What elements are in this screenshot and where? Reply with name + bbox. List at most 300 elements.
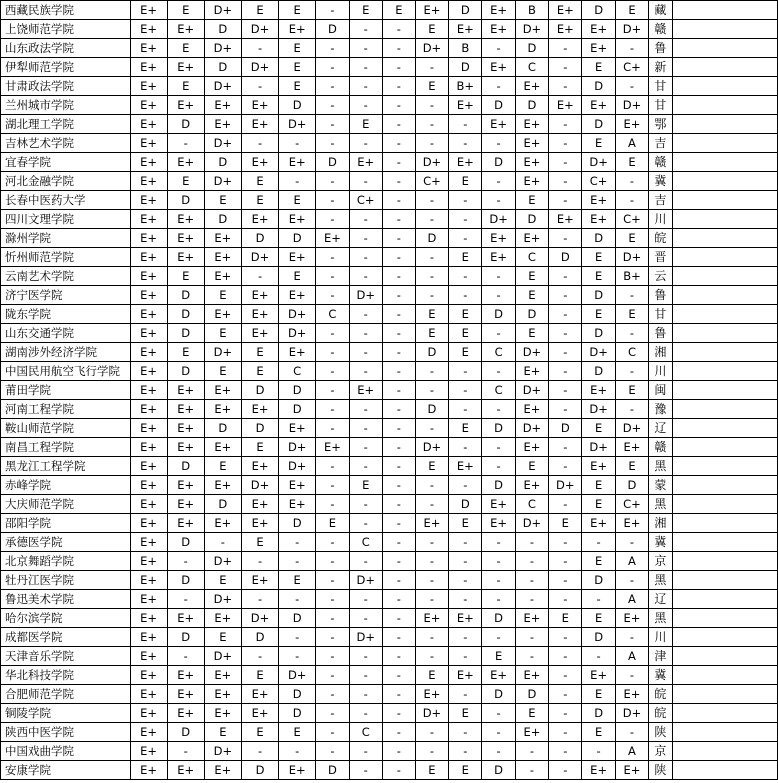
school-name-cell[interactable]: 甘肃政法学院	[1, 77, 131, 96]
grade-cell[interactable]: E+	[130, 552, 167, 571]
grade-cell[interactable]: D	[415, 229, 448, 248]
grade-cell[interactable]: -	[449, 362, 482, 381]
grade-cell[interactable]: E	[549, 514, 582, 533]
grade-cell[interactable]: E+	[582, 457, 615, 476]
grade-cell[interactable]: E+	[279, 343, 316, 362]
grade-cell[interactable]: E+	[204, 381, 241, 400]
grade-cell[interactable]: E	[349, 1, 382, 20]
grade-cell[interactable]: D	[167, 191, 204, 210]
grade-cell[interactable]: -	[382, 381, 415, 400]
grade-cell[interactable]: E	[167, 39, 204, 58]
grade-cell[interactable]: E+	[482, 20, 515, 39]
grade-cell[interactable]: C	[482, 381, 515, 400]
grade-cell[interactable]: E+	[582, 666, 615, 685]
empty-cell[interactable]	[672, 343, 777, 362]
empty-cell[interactable]	[672, 552, 777, 571]
grade-cell[interactable]: C	[615, 343, 648, 362]
grade-cell[interactable]: -	[349, 552, 382, 571]
grade-cell[interactable]: -	[349, 647, 382, 666]
empty-cell[interactable]	[672, 191, 777, 210]
grade-cell[interactable]: E	[415, 761, 448, 780]
grade-cell[interactable]: E	[241, 438, 278, 457]
grade-cell[interactable]: D+	[279, 666, 316, 685]
grade-cell[interactable]: -	[415, 571, 448, 590]
grade-cell[interactable]: D	[167, 457, 204, 476]
grade-cell[interactable]: -	[349, 704, 382, 723]
grade-cell[interactable]: -	[316, 400, 349, 419]
grade-cell[interactable]: E+	[279, 153, 316, 172]
grade-cell[interactable]: -	[316, 533, 349, 552]
grade-cell[interactable]: -	[482, 742, 515, 761]
grade-cell[interactable]: E	[582, 267, 615, 286]
grade-cell[interactable]: E	[167, 267, 204, 286]
grade-cell[interactable]: -	[582, 590, 615, 609]
empty-cell[interactable]	[672, 628, 777, 647]
grade-cell[interactable]: -	[415, 419, 448, 438]
grade-cell[interactable]: -	[349, 438, 382, 457]
empty-cell[interactable]	[672, 609, 777, 628]
grade-cell[interactable]: E+	[582, 514, 615, 533]
grade-cell[interactable]: E	[349, 115, 382, 134]
grade-cell[interactable]: D	[582, 229, 615, 248]
grade-cell[interactable]: E+	[130, 609, 167, 628]
grade-cell[interactable]: E+	[167, 210, 204, 229]
grade-cell[interactable]: E+	[241, 305, 278, 324]
grade-cell[interactable]: -	[415, 210, 448, 229]
grade-cell[interactable]: E+	[204, 115, 241, 134]
grade-cell[interactable]: C+	[349, 191, 382, 210]
grade-cell[interactable]: -	[382, 286, 415, 305]
grade-cell[interactable]: E+	[167, 685, 204, 704]
province-cell[interactable]: 黑	[649, 495, 673, 514]
grade-cell[interactable]: E	[449, 248, 482, 267]
grade-cell[interactable]: D	[167, 723, 204, 742]
grade-cell[interactable]: E+	[316, 229, 349, 248]
grade-cell[interactable]: E	[449, 324, 482, 343]
grade-cell[interactable]: D+	[615, 248, 648, 267]
school-name-cell[interactable]: 北京舞蹈学院	[1, 552, 131, 571]
grade-cell[interactable]: E+	[241, 495, 278, 514]
grade-cell[interactable]: E+	[130, 419, 167, 438]
grade-cell[interactable]: E+	[482, 1, 515, 20]
grade-cell[interactable]: B	[515, 1, 548, 20]
grade-cell[interactable]: E	[582, 723, 615, 742]
school-name-cell[interactable]: 陇东学院	[1, 305, 131, 324]
grade-cell[interactable]: -	[482, 457, 515, 476]
grade-cell[interactable]: D	[316, 20, 349, 39]
grade-cell[interactable]: E	[449, 305, 482, 324]
grade-cell[interactable]: E	[515, 286, 548, 305]
grade-cell[interactable]: E	[279, 58, 316, 77]
grade-cell[interactable]: E	[582, 552, 615, 571]
grade-cell[interactable]: D+	[582, 400, 615, 419]
grade-cell[interactable]: -	[449, 191, 482, 210]
grade-cell[interactable]: -	[415, 590, 448, 609]
grade-cell[interactable]: -	[615, 191, 648, 210]
grade-cell[interactable]: E+	[130, 305, 167, 324]
grade-cell[interactable]: E+	[204, 514, 241, 533]
grade-cell[interactable]: E	[582, 58, 615, 77]
grade-cell[interactable]: E+	[449, 609, 482, 628]
empty-cell[interactable]	[672, 457, 777, 476]
grade-cell[interactable]: E+	[241, 571, 278, 590]
grade-cell[interactable]: E+	[279, 495, 316, 514]
grade-cell[interactable]: -	[241, 590, 278, 609]
grade-cell[interactable]: -	[482, 571, 515, 590]
grade-cell[interactable]: E	[549, 609, 582, 628]
school-name-cell[interactable]: 安康学院	[1, 761, 131, 780]
grade-cell[interactable]: -	[415, 267, 448, 286]
grade-cell[interactable]: D	[549, 419, 582, 438]
grade-cell[interactable]: -	[382, 134, 415, 153]
province-cell[interactable]: 皖	[649, 685, 673, 704]
grade-cell[interactable]: D	[167, 533, 204, 552]
grade-cell[interactable]: E+	[167, 476, 204, 495]
school-name-cell[interactable]: 上饶师范学院	[1, 20, 131, 39]
empty-cell[interactable]	[672, 647, 777, 666]
grade-cell[interactable]: E+	[204, 438, 241, 457]
grade-cell[interactable]: E+	[204, 248, 241, 267]
grade-cell[interactable]: E+	[582, 20, 615, 39]
grade-cell[interactable]: -	[382, 172, 415, 191]
grade-cell[interactable]: E	[241, 172, 278, 191]
grade-cell[interactable]: E	[204, 324, 241, 343]
grade-cell[interactable]: -	[316, 134, 349, 153]
grade-cell[interactable]: E+	[415, 685, 448, 704]
grade-cell[interactable]: E	[241, 666, 278, 685]
grade-cell[interactable]: D+	[415, 39, 448, 58]
grade-cell[interactable]: E+	[241, 514, 278, 533]
grade-cell[interactable]: D+	[204, 39, 241, 58]
school-name-cell[interactable]: 湖北理工学院	[1, 115, 131, 134]
grade-cell[interactable]: -	[482, 723, 515, 742]
grade-cell[interactable]: -	[549, 723, 582, 742]
grade-cell[interactable]: -	[549, 742, 582, 761]
school-name-cell[interactable]: 中国戏曲学院	[1, 742, 131, 761]
grade-cell[interactable]: E	[582, 419, 615, 438]
province-cell[interactable]: 黑	[649, 457, 673, 476]
grade-cell[interactable]: D+	[204, 552, 241, 571]
grade-cell[interactable]: D	[167, 115, 204, 134]
grade-cell[interactable]: -	[382, 647, 415, 666]
province-cell[interactable]: 豫	[649, 400, 673, 419]
province-cell[interactable]: 晋	[649, 248, 673, 267]
grade-cell[interactable]: E	[241, 362, 278, 381]
grade-cell[interactable]: -	[349, 77, 382, 96]
grade-cell[interactable]: C	[279, 362, 316, 381]
grade-cell[interactable]: E+	[167, 400, 204, 419]
grade-cell[interactable]: -	[349, 742, 382, 761]
grade-cell[interactable]: E+	[130, 742, 167, 761]
province-cell[interactable]: 藏	[649, 1, 673, 20]
empty-cell[interactable]	[672, 58, 777, 77]
grade-cell[interactable]: C	[316, 305, 349, 324]
grade-cell[interactable]: E	[582, 685, 615, 704]
grade-cell[interactable]: -	[316, 210, 349, 229]
grade-cell[interactable]: -	[279, 134, 316, 153]
grade-cell[interactable]: -	[382, 476, 415, 495]
grade-cell[interactable]: E+	[130, 362, 167, 381]
grade-cell[interactable]: E+	[130, 533, 167, 552]
grade-cell[interactable]: C	[349, 533, 382, 552]
grade-cell[interactable]: -	[349, 134, 382, 153]
grade-cell[interactable]: -	[549, 58, 582, 77]
grade-cell[interactable]: -	[549, 400, 582, 419]
grade-cell[interactable]: C+	[615, 210, 648, 229]
grade-cell[interactable]: E+	[167, 514, 204, 533]
school-name-cell[interactable]: 大庆师范学院	[1, 495, 131, 514]
grade-cell[interactable]: D+	[515, 381, 548, 400]
grade-cell[interactable]: -	[449, 590, 482, 609]
grade-cell[interactable]: -	[515, 571, 548, 590]
grade-cell[interactable]: -	[549, 77, 582, 96]
grade-cell[interactable]: E+	[167, 419, 204, 438]
grade-cell[interactable]: -	[382, 666, 415, 685]
grade-cell[interactable]: E+	[204, 476, 241, 495]
grade-cell[interactable]: C+	[615, 495, 648, 514]
grade-cell[interactable]: -	[382, 115, 415, 134]
grade-cell[interactable]: A	[615, 552, 648, 571]
grade-cell[interactable]: A	[615, 590, 648, 609]
grade-cell[interactable]: E+	[515, 723, 548, 742]
grade-cell[interactable]: D+	[515, 514, 548, 533]
grade-cell[interactable]: -	[316, 419, 349, 438]
grade-cell[interactable]: E+	[130, 210, 167, 229]
empty-cell[interactable]	[672, 229, 777, 248]
province-cell[interactable]: 蒙	[649, 476, 673, 495]
province-cell[interactable]: 吉	[649, 134, 673, 153]
grade-cell[interactable]: E+	[449, 666, 482, 685]
grade-cell[interactable]: E+	[130, 343, 167, 362]
grade-cell[interactable]: D	[582, 362, 615, 381]
grade-cell[interactable]: D	[167, 324, 204, 343]
grade-cell[interactable]: E+	[130, 476, 167, 495]
grade-cell[interactable]: -	[449, 476, 482, 495]
grade-cell[interactable]: D	[279, 381, 316, 400]
grade-cell[interactable]: -	[449, 267, 482, 286]
grade-cell[interactable]: D	[167, 305, 204, 324]
empty-cell[interactable]	[672, 666, 777, 685]
grade-cell[interactable]: D	[515, 305, 548, 324]
grade-cell[interactable]: -	[316, 58, 349, 77]
grade-cell[interactable]: D	[482, 419, 515, 438]
grade-cell[interactable]: E+	[515, 400, 548, 419]
grade-cell[interactable]: E+	[582, 210, 615, 229]
grade-cell[interactable]: -	[515, 742, 548, 761]
grade-cell[interactable]: E+	[130, 77, 167, 96]
grade-cell[interactable]: -	[615, 77, 648, 96]
grade-cell[interactable]: D+	[515, 343, 548, 362]
grade-cell[interactable]: E	[241, 533, 278, 552]
grade-cell[interactable]: -	[549, 647, 582, 666]
grade-cell[interactable]: E	[449, 343, 482, 362]
grade-cell[interactable]: -	[316, 115, 349, 134]
grade-cell[interactable]: -	[549, 229, 582, 248]
grade-cell[interactable]: -	[316, 191, 349, 210]
school-name-cell[interactable]: 吉林艺术学院	[1, 134, 131, 153]
grade-cell[interactable]: D	[515, 96, 548, 115]
grade-cell[interactable]: E+	[167, 153, 204, 172]
grade-cell[interactable]: -	[349, 248, 382, 267]
grade-cell[interactable]: E+	[130, 115, 167, 134]
grade-cell[interactable]: -	[549, 134, 582, 153]
province-cell[interactable]: 京	[649, 552, 673, 571]
grade-cell[interactable]: -	[241, 742, 278, 761]
grade-cell[interactable]: E	[415, 305, 448, 324]
grade-cell[interactable]: D	[482, 305, 515, 324]
school-name-cell[interactable]: 鞍山师范学院	[1, 419, 131, 438]
grade-cell[interactable]: D+	[241, 476, 278, 495]
grade-cell[interactable]: D	[279, 400, 316, 419]
grade-cell[interactable]: -	[549, 343, 582, 362]
grade-cell[interactable]: -	[482, 552, 515, 571]
grade-cell[interactable]: -	[279, 647, 316, 666]
grade-cell[interactable]: E	[615, 1, 648, 20]
grade-cell[interactable]: -	[382, 153, 415, 172]
grade-cell[interactable]: E+	[204, 609, 241, 628]
school-name-cell[interactable]: 伊犁师范学院	[1, 58, 131, 77]
grade-cell[interactable]: C	[515, 58, 548, 77]
grade-cell[interactable]: -	[449, 381, 482, 400]
empty-cell[interactable]	[672, 115, 777, 134]
grade-cell[interactable]: E	[204, 723, 241, 742]
grade-cell[interactable]: E+	[549, 1, 582, 20]
grade-cell[interactable]: E	[241, 723, 278, 742]
grade-cell[interactable]: D	[167, 362, 204, 381]
school-name-cell[interactable]: 湖南涉外经济学院	[1, 343, 131, 362]
grade-cell[interactable]: -	[415, 742, 448, 761]
grade-cell[interactable]: -	[382, 20, 415, 39]
empty-cell[interactable]	[672, 134, 777, 153]
grade-cell[interactable]: E+	[204, 761, 241, 780]
grade-cell[interactable]: E+	[167, 761, 204, 780]
grade-cell[interactable]: -	[549, 381, 582, 400]
grade-cell[interactable]: E	[415, 666, 448, 685]
grade-cell[interactable]: -	[349, 685, 382, 704]
empty-cell[interactable]	[672, 362, 777, 381]
grade-cell[interactable]: -	[449, 400, 482, 419]
grade-cell[interactable]: -	[382, 305, 415, 324]
grade-cell[interactable]: -	[382, 58, 415, 77]
grade-cell[interactable]: -	[415, 362, 448, 381]
grade-cell[interactable]: -	[449, 134, 482, 153]
grade-cell[interactable]: E	[515, 457, 548, 476]
grade-cell[interactable]: -	[549, 267, 582, 286]
grade-cell[interactable]: E	[449, 172, 482, 191]
grade-cell[interactable]: E+	[130, 134, 167, 153]
grade-cell[interactable]: -	[382, 742, 415, 761]
grade-cell[interactable]: -	[482, 438, 515, 457]
grade-cell[interactable]: -	[382, 324, 415, 343]
grade-cell[interactable]: -	[549, 305, 582, 324]
grade-cell[interactable]: E+	[204, 400, 241, 419]
grade-cell[interactable]: -	[241, 134, 278, 153]
grade-cell[interactable]: -	[349, 267, 382, 286]
grade-cell[interactable]: -	[449, 742, 482, 761]
grade-cell[interactable]: E	[582, 495, 615, 514]
grade-cell[interactable]: -	[316, 476, 349, 495]
grade-cell[interactable]: D	[204, 495, 241, 514]
grade-cell[interactable]: E+	[167, 704, 204, 723]
empty-cell[interactable]	[672, 305, 777, 324]
grade-cell[interactable]: -	[615, 571, 648, 590]
grade-cell[interactable]: -	[615, 723, 648, 742]
grade-cell[interactable]: -	[316, 286, 349, 305]
grade-cell[interactable]: -	[382, 362, 415, 381]
grade-cell[interactable]: E	[204, 286, 241, 305]
school-name-cell[interactable]: 西藏民族学院	[1, 1, 131, 20]
grade-cell[interactable]: -	[415, 134, 448, 153]
grade-cell[interactable]: E+	[482, 514, 515, 533]
grade-cell[interactable]: E+	[204, 229, 241, 248]
grade-cell[interactable]: -	[415, 552, 448, 571]
grade-cell[interactable]: -	[415, 476, 448, 495]
grade-cell[interactable]: -	[382, 438, 415, 457]
grade-cell[interactable]: E	[582, 609, 615, 628]
grade-cell[interactable]: E+	[449, 20, 482, 39]
grade-cell[interactable]: -	[582, 647, 615, 666]
province-cell[interactable]: 川	[649, 628, 673, 647]
grade-cell[interactable]: E+	[130, 20, 167, 39]
grade-cell[interactable]: D	[582, 115, 615, 134]
school-name-cell[interactable]: 忻州师范学院	[1, 248, 131, 267]
province-cell[interactable]: 湘	[649, 343, 673, 362]
grade-cell[interactable]: C	[515, 248, 548, 267]
grade-cell[interactable]: A	[615, 134, 648, 153]
grade-cell[interactable]: E+	[279, 20, 316, 39]
grade-cell[interactable]: -	[316, 343, 349, 362]
grade-cell[interactable]: E	[167, 1, 204, 20]
grade-cell[interactable]: E+	[279, 476, 316, 495]
empty-cell[interactable]	[672, 533, 777, 552]
grade-cell[interactable]: E	[515, 704, 548, 723]
school-name-cell[interactable]: 黑龙江工程学院	[1, 457, 131, 476]
grade-cell[interactable]: D	[582, 628, 615, 647]
grade-cell[interactable]: -	[349, 20, 382, 39]
grade-cell[interactable]: E+	[130, 267, 167, 286]
grade-cell[interactable]: -	[415, 381, 448, 400]
grade-cell[interactable]: -	[549, 666, 582, 685]
grade-cell[interactable]: E+	[279, 761, 316, 780]
grade-cell[interactable]: -	[382, 533, 415, 552]
grade-cell[interactable]: E	[415, 20, 448, 39]
grade-cell[interactable]: -	[482, 533, 515, 552]
grade-cell[interactable]: -	[615, 533, 648, 552]
empty-cell[interactable]	[672, 96, 777, 115]
grade-cell[interactable]: -	[515, 761, 548, 780]
grade-cell[interactable]: -	[415, 191, 448, 210]
grade-cell[interactable]: -	[349, 419, 382, 438]
grade-cell[interactable]: D	[482, 96, 515, 115]
grade-cell[interactable]: -	[349, 210, 382, 229]
school-name-cell[interactable]: 铜陵学院	[1, 704, 131, 723]
grade-cell[interactable]: B	[449, 39, 482, 58]
grade-cell[interactable]: E	[279, 1, 316, 20]
grade-cell[interactable]: E	[415, 77, 448, 96]
grade-cell[interactable]: B+	[615, 267, 648, 286]
grade-cell[interactable]: -	[482, 77, 515, 96]
province-cell[interactable]: 冀	[649, 666, 673, 685]
grade-cell[interactable]: E+	[130, 286, 167, 305]
grade-cell[interactable]: -	[382, 571, 415, 590]
grade-cell[interactable]: -	[316, 362, 349, 381]
grade-cell[interactable]: D	[549, 248, 582, 267]
grade-cell[interactable]: -	[382, 628, 415, 647]
grade-cell[interactable]: E	[449, 514, 482, 533]
grade-cell[interactable]: D	[241, 381, 278, 400]
grade-cell[interactable]: D+	[204, 343, 241, 362]
grade-cell[interactable]: D	[582, 286, 615, 305]
